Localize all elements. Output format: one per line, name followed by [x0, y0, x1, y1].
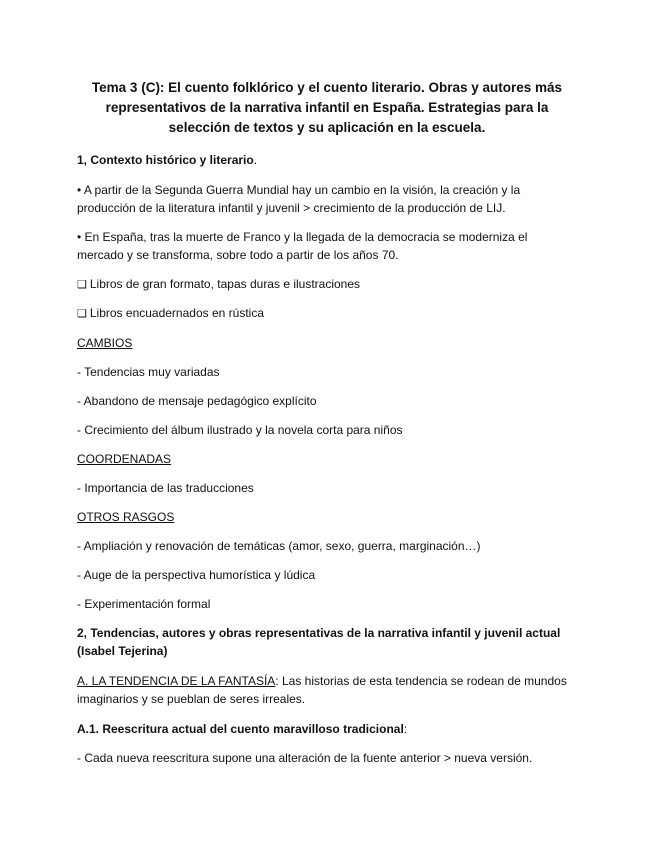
section2-heading: 2, Tendencias, autores y obras representativas de la narrativa infantil y juvenil actual (Isabel Tejerina) [77, 626, 561, 658]
checkbox-item-1 [77, 275, 577, 294]
fantasia-label: A. LA TENDENCIA DE LA FANTASÍA [77, 674, 276, 688]
cambios-item: - Crecimiento del álbum ilustrado y la novela corta para niños [77, 423, 403, 437]
section1-heading: 1, Contexto histórico y literario [77, 153, 254, 167]
fantasia-paragraph [77, 672, 577, 708]
cambios-label: CAMBIOS [77, 336, 133, 350]
section1-heading-period: . [253, 153, 258, 167]
coordenadas-item: - Importancia de las traducciones [77, 481, 254, 495]
otros-rasgos-item: - Ampliación y renovación de temáticas (amor, sexo, guerra, marginación…) [77, 539, 481, 553]
a1-heading: A.1. Reescritura actual del cuento maravilloso tradicional [77, 722, 404, 736]
document-title: Tema 3 (C): El cuento folklórico y el cuento literario. Obras y autores más representativos de la narrativa infantil en España. Estrategias para la selección de textos y su aplicación en la escuela. [91, 80, 563, 135]
fantasia-text: : Las historias de esta tendencia se rodean de mundos imaginarios y se pueblan de seres irreales. [77, 674, 567, 706]
a1-heading-line [77, 720, 577, 738]
cambios-item: - Tendencias muy variadas [77, 365, 220, 379]
checkbox-icon: ❑ [77, 279, 87, 291]
cambios-item: - Abandono de mensaje pedagógico explícito [77, 394, 317, 408]
a1-heading-colon: : [403, 722, 408, 736]
checkbox-item-label: Libros encuadernados en rústica [89, 306, 264, 320]
section1-bullet-2: • En España, tras la muerte de Franco y la llegada de la democracia se moderniza el mercado y se transforma, sobre todo a partir de los años 70. [77, 230, 528, 262]
section1-heading-line [77, 151, 577, 169]
a1-item: - Cada nueva reescritura supone una alteración de la fuente anterior > nueva versión. [77, 751, 533, 765]
otros-rasgos-item: - Auge de la perspectiva humorística y lúdica [77, 568, 316, 582]
otros-rasgos-label: OTROS RASGOS [77, 510, 175, 524]
section1-bullet-1: • A partir de la Segunda Guerra Mundial hay un cambio en la visión, la creación y la producción de la literatura infantil y juvenil > crecimiento de la producción de LIJ. [77, 183, 521, 215]
checkbox-item-2 [77, 304, 577, 323]
checkbox-icon: ❑ [77, 308, 87, 320]
checkbox-item-label: Libros de gran formato, tapas duras e ilustraciones [89, 277, 361, 291]
otros-rasgos-item: - Experimentación formal [77, 597, 211, 611]
coordenadas-label: COORDENADAS [77, 452, 172, 466]
